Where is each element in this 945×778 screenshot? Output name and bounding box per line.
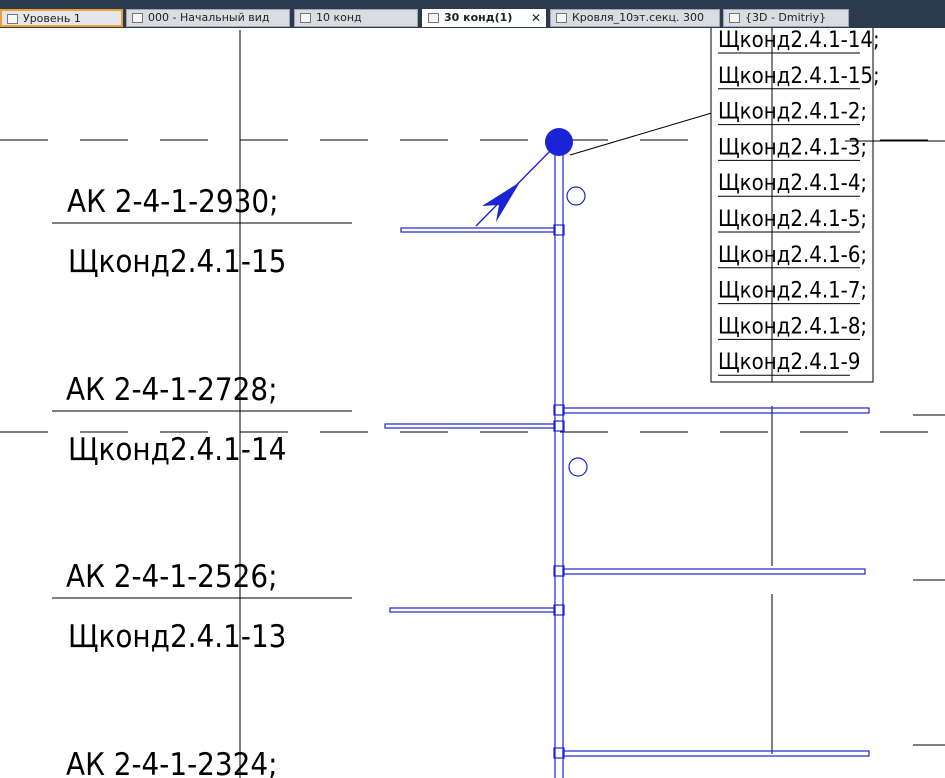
pipe-opening-circle[interactable]: [569, 458, 587, 476]
branch-pipe-right[interactable]: [563, 751, 869, 756]
legend-item[interactable]: Щконд2.4.1-14;: [718, 28, 880, 53]
flow-arrow-icon[interactable]: [482, 182, 520, 222]
tab-nachalny-vid[interactable]: [126, 9, 290, 27]
tag-line[interactable]: Щконд2.4.1-14: [68, 432, 287, 468]
tag-line[interactable]: АК 2-4-1-2324;: [66, 747, 278, 778]
tab-label: Уровень 1: [23, 12, 81, 25]
branch-pipe-right[interactable]: [563, 569, 865, 574]
view-icon: [300, 13, 311, 23]
legend-item[interactable]: Щконд2.4.1-3;: [718, 135, 868, 161]
tab-label: 30 конд(1): [444, 11, 513, 24]
legend-item[interactable]: Щконд2.4.1-15;: [718, 63, 880, 89]
3d-view-icon: [729, 13, 740, 23]
branch-pipe-left[interactable]: [401, 228, 555, 232]
branch-pipe-left[interactable]: [390, 608, 555, 612]
tab-uroven-1[interactable]: [0, 9, 123, 27]
tab-10-kond[interactable]: [294, 9, 418, 27]
tab-30-kond[interactable]: [422, 9, 546, 27]
view-tab-bar: [0, 0, 945, 28]
legend-item[interactable]: Щконд2.4.1-2;: [718, 99, 868, 125]
pipe-opening-circle[interactable]: [567, 187, 585, 205]
view-icon: [132, 13, 143, 23]
tab-label: {3D - Dmitriy}: [745, 11, 827, 24]
legend-item[interactable]: Щконд2.4.1-7;: [718, 278, 868, 304]
tab-3d-dmitriy[interactable]: [723, 9, 849, 27]
view-icon: [556, 13, 567, 23]
branch-pipe-right[interactable]: [563, 408, 869, 413]
legend-item[interactable]: Щконд2.4.1-4;: [718, 171, 868, 197]
legend-box[interactable]: [711, 28, 945, 382]
tag-line[interactable]: Щконд2.4.1-13: [68, 619, 287, 655]
view-icon: [428, 13, 439, 23]
tab-label: 000 - Начальный вид: [148, 11, 270, 24]
branch-pipe-left[interactable]: [385, 424, 555, 428]
legend-leader-line: [570, 112, 715, 155]
tag-line[interactable]: АК 2-4-1-2930;: [67, 184, 279, 220]
legend-item[interactable]: Щконд2.4.1-6;: [718, 242, 868, 268]
close-icon[interactable]: ✕: [530, 11, 541, 25]
legend-item[interactable]: Щконд2.4.1-8;: [718, 314, 868, 340]
tag-line[interactable]: АК 2-4-1-2728;: [66, 372, 278, 408]
tag-texts: [66, 184, 286, 778]
tab-label: Кровля_10эт.секц. 300: [572, 11, 705, 24]
tag-line[interactable]: Щконд2.4.1-15: [68, 244, 287, 280]
tab-label: 10 конд: [316, 11, 362, 24]
floor-plan-icon: [7, 14, 18, 24]
tag-line[interactable]: АК 2-4-1-2526;: [66, 559, 278, 595]
drawing-canvas[interactable]: [0, 28, 945, 778]
legend-item[interactable]: Щконд2.4.1-9: [718, 350, 861, 376]
legend-item[interactable]: Щконд2.4.1-5;: [718, 207, 868, 232]
selected-node[interactable]: [476, 128, 573, 226]
tab-krovlya[interactable]: [550, 9, 720, 27]
